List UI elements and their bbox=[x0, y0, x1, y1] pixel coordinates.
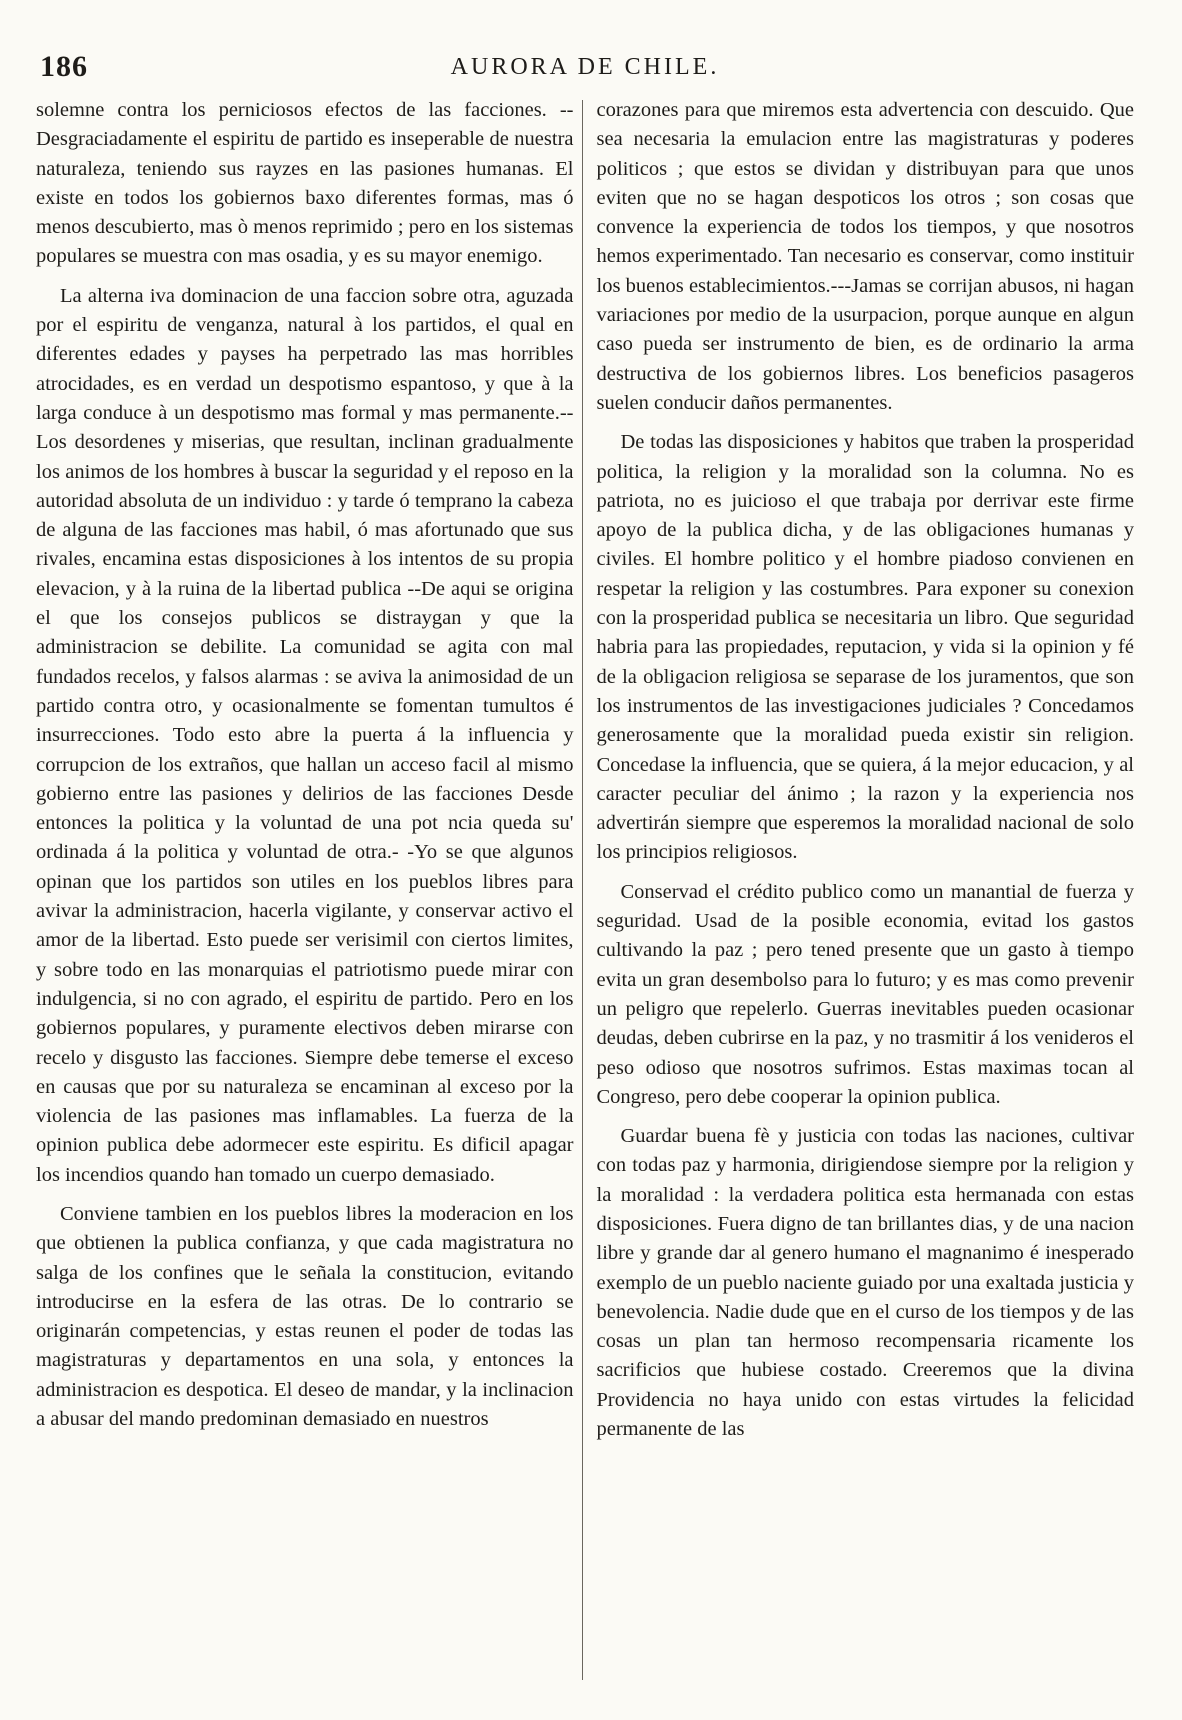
paragraph: solemne contra los perniciosos efectos de las facciones. -- Desgraciadamente el espiritu de partido es inseperable de nuestra naturaleza, teniendo sus rayzes en las pasiones humanas. El existe en todos los gobiernos baxo diferentes formas, mas ó menos descubierto, mas ò menos reprimido ; pero en los sistemas populares se muestra con mas osadia, y es su mayor enemigo. bbox=[36, 99, 574, 268]
left-column bbox=[36, 96, 582, 1700]
paragraph: Guardar buena fè y justicia con todas las naciones, cultivar con todas paz y harmonia, dirigiendose siempre por la religion y la moralidad : la verdadera politica esta hermanada con estas disposiciones. Fuera digno de tan brillantes dias, y de una nacion libre y grande dar al genero humano el magnanimo é inesperado exemplo de un pueblo naciente guiado por una exaltada justicia y benevolencia. Nadie dude que en el curso de los tiempos y de las cosas un plan tan hermoso recompensaria ricamente los sacrificios que hubiese costado. Creeremos que la divina Providencia no haya unido con estas virtudes la felicidad permanente de las bbox=[596, 1125, 1134, 1441]
right-column bbox=[583, 96, 1135, 1700]
paragraph: Conviene tambien en los pueblos libres la moderacion en los que obtienen la publica confianza, y que cada magistratura no salga de los confines que le señala la constitucion, evitando introducirse en la esfera de las otras. De lo contrario se originarán competencias, y estas reunen el poder de todas las magistraturas y departamentos en una sola, y entonces la administracion es despotica. El deseo de mandar, y la inclinacion a abusar del mando predominan demasiado en nuestros bbox=[36, 1202, 574, 1431]
text-columns bbox=[36, 96, 1134, 1700]
page-header bbox=[36, 46, 1134, 86]
paragraph: De todas las disposiciones y habitos que traben la prosperidad politica, la religion y la moralidad son la columna. No es patriota, no es juicioso el que trabaja por derrivar este firme apoyo de la publica dicha, y de las obligaciones humanas y civiles. El hombre politico y el hombre piadoso convienen en respetar la religion y las costumbres. Para exponer su conexion con la prosperidad publica se necesitaria un libro. Que seguridad habria para las propiedades, reputacion, y vida si la opinion y fé de la obligacion religiosa se separase de los juramentos, que son los instrumentos de las investigaciones judiciales ? Concedamos generosamente que la moralidad pueda existir sin religion. Concedase la influencia, que se quiera, á la mejor educacion, y al caracter peculiar del ánimo ; la razon y la experiencia nos advertirán siempre que esperemos la moralidad nacional de solo los principios religiosos. bbox=[596, 431, 1134, 864]
paragraph: corazones para que miremos esta advertencia con descuido. Que sea necesaria la emulacion entre las magistraturas y poderes politicos ; que estos se dividan y distribuyan para que unos eviten que no se hagan despoticos los otros ; son cosas que convence la experiencia de todos los tiempos, y que nosotros hemos experimentado. Tan necesario es conservar, como instituir los buenos establecimientos.---Jamas se corrijan abusos, ni hagan variaciones por medio de la usurpacion, porque aunque en algun caso pueda ser instrumento de bien, es de ordinario la arma destructiva de los gobiernos libres. Los beneficios pasageros suelen conducir daños permanentes. bbox=[596, 99, 1134, 414]
page-number: 186 bbox=[40, 50, 88, 83]
paragraph: Conservad el crédito publico como un manantial de fuerza y seguridad. Usad de la posible economia, evitad los gastos cultivando la paz ; pero tened presente que un gasto à tiempo evita un gran desembolso para lo futuro; y es mas como prevenir un peligro que repelerlo. Guerras inevitables pueden ocasionar deudas, deben cubrirse en la paz, y no trasmitir á los venideros el peso odioso que nosotros sufrimos. Estas maximas tocan al Congreso, pero debe cooperar la opinion publica. bbox=[596, 880, 1134, 1108]
paragraph: La alterna iva dominacion de una faccion sobre otra, aguzada por el espiritu de venganza, natural à los partidos, el qual en diferentes edades y payses ha perpetrado las mas horribles atrocidades, es en verdad un despotismo espantoso, y que à la larga conduce à un despotismo mas formal y mas permanente.--Los desordenes y miserias, que resultan, inclinan gradualmente los animos de los hombres à buscar la seguridad y el reposo en la autoridad absoluta de un individuo : y tarde ó temprano la cabeza de alguna de las facciones mas habil, ó mas afortunado que sus rivales, encamina estas disposiciones à los intentos de su propia elevacion, y à la ruina de la libertad publica --De aqui se origina el que los consejos publicos se distraygan y que la administracion se debilite. La comunidad se agita con mal fundados recelos, y falsos alarmas : se aviva la animosidad de un partido contra otro, y ocasionalmente se fomentan tumultos é insurrecciones. Todo esto abre la puerta á la influencia y corrupcion de los extraños, que hallan un acceso facil al mismo gobierno entre las pasiones y delirios de las facciones Desde entonces la politica y la voluntad de una pot ncia queda su' ordinada á la politica y voluntad de otra.- -Yo se que algunos opinan que los partidos son utiles en los pueblos libres para avivar la administracion, hacerla vigilante, y conservar activo el amor de la libertad. Esto puede ser verisimil con ciertos limites, y sobre todo en las monarquias el patriotismo puede mirar con indulgencia, si no con agrado, el espiritu de partido. Pero en los gobiernos populares, y puramente electivos deben mirarse con recelo y disgusto las facciones. Siempre debe temerse el exceso en causas que por su naturaleza se encaminan al exceso por la violencia de las pasiones mas inflamables. La fuerza de la opinion publica debe adormecer este espiritu. Es dificil apagar los incendios quando han tomado un cuerpo demasiado. bbox=[36, 284, 574, 1186]
running-title: AURORA DE CHILE. bbox=[450, 54, 720, 80]
